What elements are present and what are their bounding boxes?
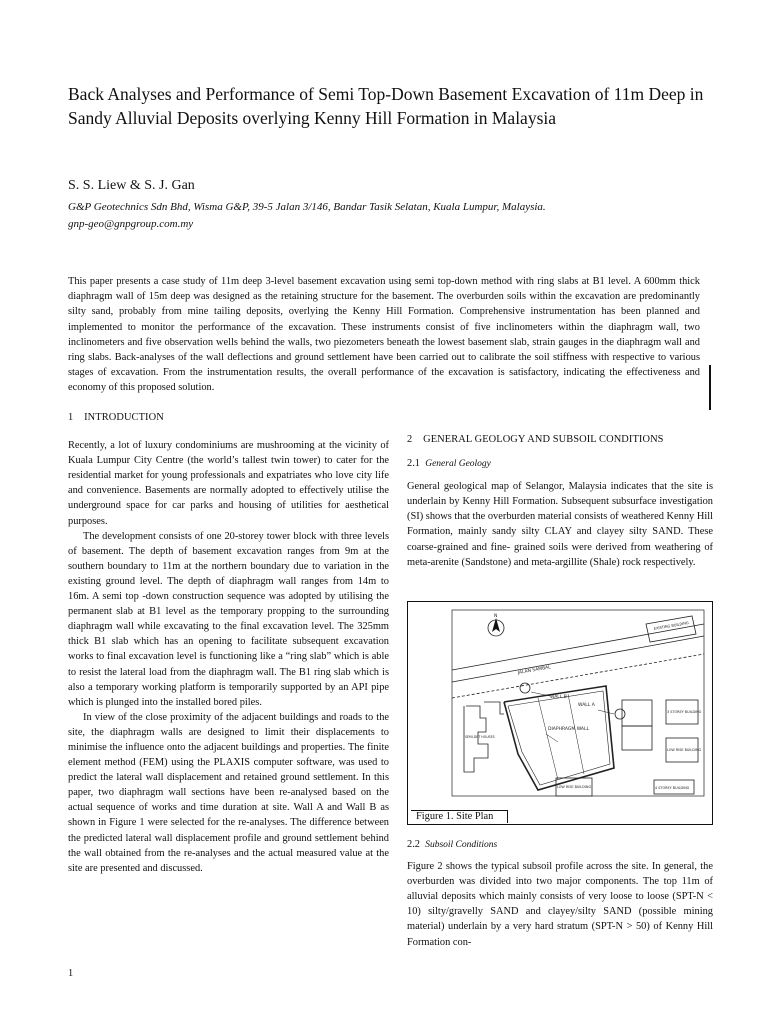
intro-paragraph-1: Recently, a lot of luxury condominiums are mushrooming at the vicinity of Kuala Lumpur City Centre (the world’s tallest twin tower) to cater for the residential market for young professionals and expatriates who love city life and convenience. Basements are normally adopted to effectively utilise the underground space for car parks and housing of utilities for aesthetical purposes.	[68, 440, 389, 527]
wall-a-label: WALL A	[578, 703, 595, 708]
site-plan-drawing	[408, 602, 712, 808]
subsoil-conditions-text: Figure 2 shows the typical subsoil profile across the site. In general, the overburden was divided into two major components. The top 11m of alluvial deposits which mainly consists of very loose to loose (SPT-N < 10) silty/gravelly SAND and clayey/silty SAND (possible mining material) underlain by a very hard stratum (SPT-N > 50) of Kenny Hill Formation con-	[407, 861, 713, 948]
diaphragm-wall-label: DIAPHRAGM WALL	[548, 727, 590, 732]
low-rise-right-label: LOW RISE BUILDING	[667, 748, 702, 752]
right-column-top	[407, 432, 713, 570]
subsection-2-2-title: Subsoil Conditions	[425, 840, 498, 850]
abstract: This paper presents a case study of 11m deep 3-level basement excavation using semi top-down method with ring slabs at B1 level. A 600mm thick diaphragm wall of 15m deep was designed as the retaining structure for the basement. The overburden soils within the excavation are predominantly silty sand, probably from mine tailing deposits, overlying the Kenny Hill Formation. Comprehensive instrumentation has been planned and implemented to monitor the performance of the excavation. These instruments consist of five inclinometers within the diaphragm wall, two inclinometers and five observation wells behind the walls, two piezometers beneath the lowest basement slab, strain gauges in the diaphragm wall and ring slabs. Back-analyses of the wall deflections and ground settlement have been carried out to calibrate the soil stiffness with respective to various stages of excavation. From the instrumentation results, the overall performance of the excavation is satisfactory, indicating the effectiveness and economy of this proposed solution.	[68, 276, 700, 394]
revision-bar	[709, 365, 711, 410]
figure-1	[407, 601, 713, 825]
three-storey-label: 3 STOREY BUILDING	[667, 710, 702, 714]
section-1-heading	[68, 410, 389, 425]
right-column-bottom	[407, 837, 713, 950]
semi-det-houses-label: SEMI-DET HOUSES	[465, 735, 495, 739]
section-1-number: 1	[68, 412, 74, 423]
section-1-title: INTRODUCTION	[84, 412, 164, 423]
low-rise-bottom-label: LOW RISE BUILDING	[557, 785, 592, 789]
section-2-title: GENERAL GEOLOGY AND SUBSOIL CONDITIONS	[423, 434, 664, 445]
left-column	[68, 410, 389, 876]
affiliation: G&P Geotechnics Sdn Bhd, Wisma G&P, 39-5 Jalan 3/146, Bandar Tasik Selatan, Kuala Lumpur, Malaysia.	[68, 201, 546, 213]
subsection-2-2-heading	[407, 837, 713, 853]
intro-paragraph-2: The development consists of one 20-storey tower block with three levels of basement. The depth of basement excavation ranges from 9m at the southern boundary to 11m at the northern boundary due to variation in the existing ground level. The depth of diaphragm wall ranges from 14m to 16m. A semi top -down construction sequence was adopted by utilising the permanent slab at B1 level as the temporary propping to the surrounding diaphragm wall while excavating to the final excavation level. The 325mm thick B1 slab which has an opening to facilitate subsequent excavation works to final excavation level is functioning like a “ring slab” which is able to resist the lateral load from the diaphragm wall. The B1 ring slab which is also a temporary working platform is temporarily supported by an API pipe which is plunged into the installed bored piles.	[68, 530, 389, 708]
subsection-2-1-heading	[407, 456, 713, 472]
paper-title: Back Analyses and Performance of Semi Top-Down Basement Excavation of 11m Deep in Sandy Alluvial Deposits overlying Kenny Hill Formation in Malaysia	[68, 84, 704, 128]
email: gnp-geo@gnpgroup.com.my	[68, 218, 194, 230]
wall-b-label: WALL B	[550, 695, 567, 700]
figure-1-caption: Figure 1. Site Plan	[411, 810, 508, 823]
section-2-number: 2	[407, 434, 413, 445]
four-storey-label: 4 STOREY BUILDING	[655, 786, 690, 790]
existing-building-label: EXISTING BUILDING	[653, 620, 690, 631]
page-number: 1	[68, 968, 74, 979]
affiliation-block	[68, 199, 708, 233]
subsection-2-2-number: 2.2	[407, 839, 420, 850]
general-geology-text: General geological map of Selangor, Malaysia indicates that the site is underlain by Kenny Hill Formation. Subsequent subsurface investigation (SI) shows that the overburden material consists of weathered Kenny Hill Formation, mainly sandy silty CLAY and clayey silty SAND. These coarse-grained and fine- grained soils were derived from weathering of meta-arenite (Sandstone) and meta-argillite (Shale) rock respectively.	[407, 481, 713, 568]
subsection-2-1-number: 2.1	[407, 458, 420, 470]
north-label: N	[494, 614, 498, 619]
road-label: JALAN SAMBAL	[517, 665, 552, 676]
subsection-2-1-title: General Geology	[425, 459, 491, 470]
intro-paragraph-3: In view of the close proximity of the adjacent buildings and roads to the site, the diaphragm walls are designed to limit their displacements to minimise the influence onto the adjacent buildings and properties. The finite element method (FEM) using the PLAXIS computer software, was used to predict the lateral wall displacement and retained ground settlement. In this paper, two diaphragm wall sections have been re-analysed based on the actual sequence of works and time duration at site. Wall A and Wall B as shown in Figure 1 were selected for the re-analyses. The difference between the predicted lateral wall displacement profile and ground settlement behind the wall obtained from the re-analyses and the actual measured value at the site are presented and discussed.	[68, 711, 389, 874]
authors: S. S. Liew & S. J. Gan	[68, 178, 195, 193]
section-2-heading	[407, 432, 713, 447]
